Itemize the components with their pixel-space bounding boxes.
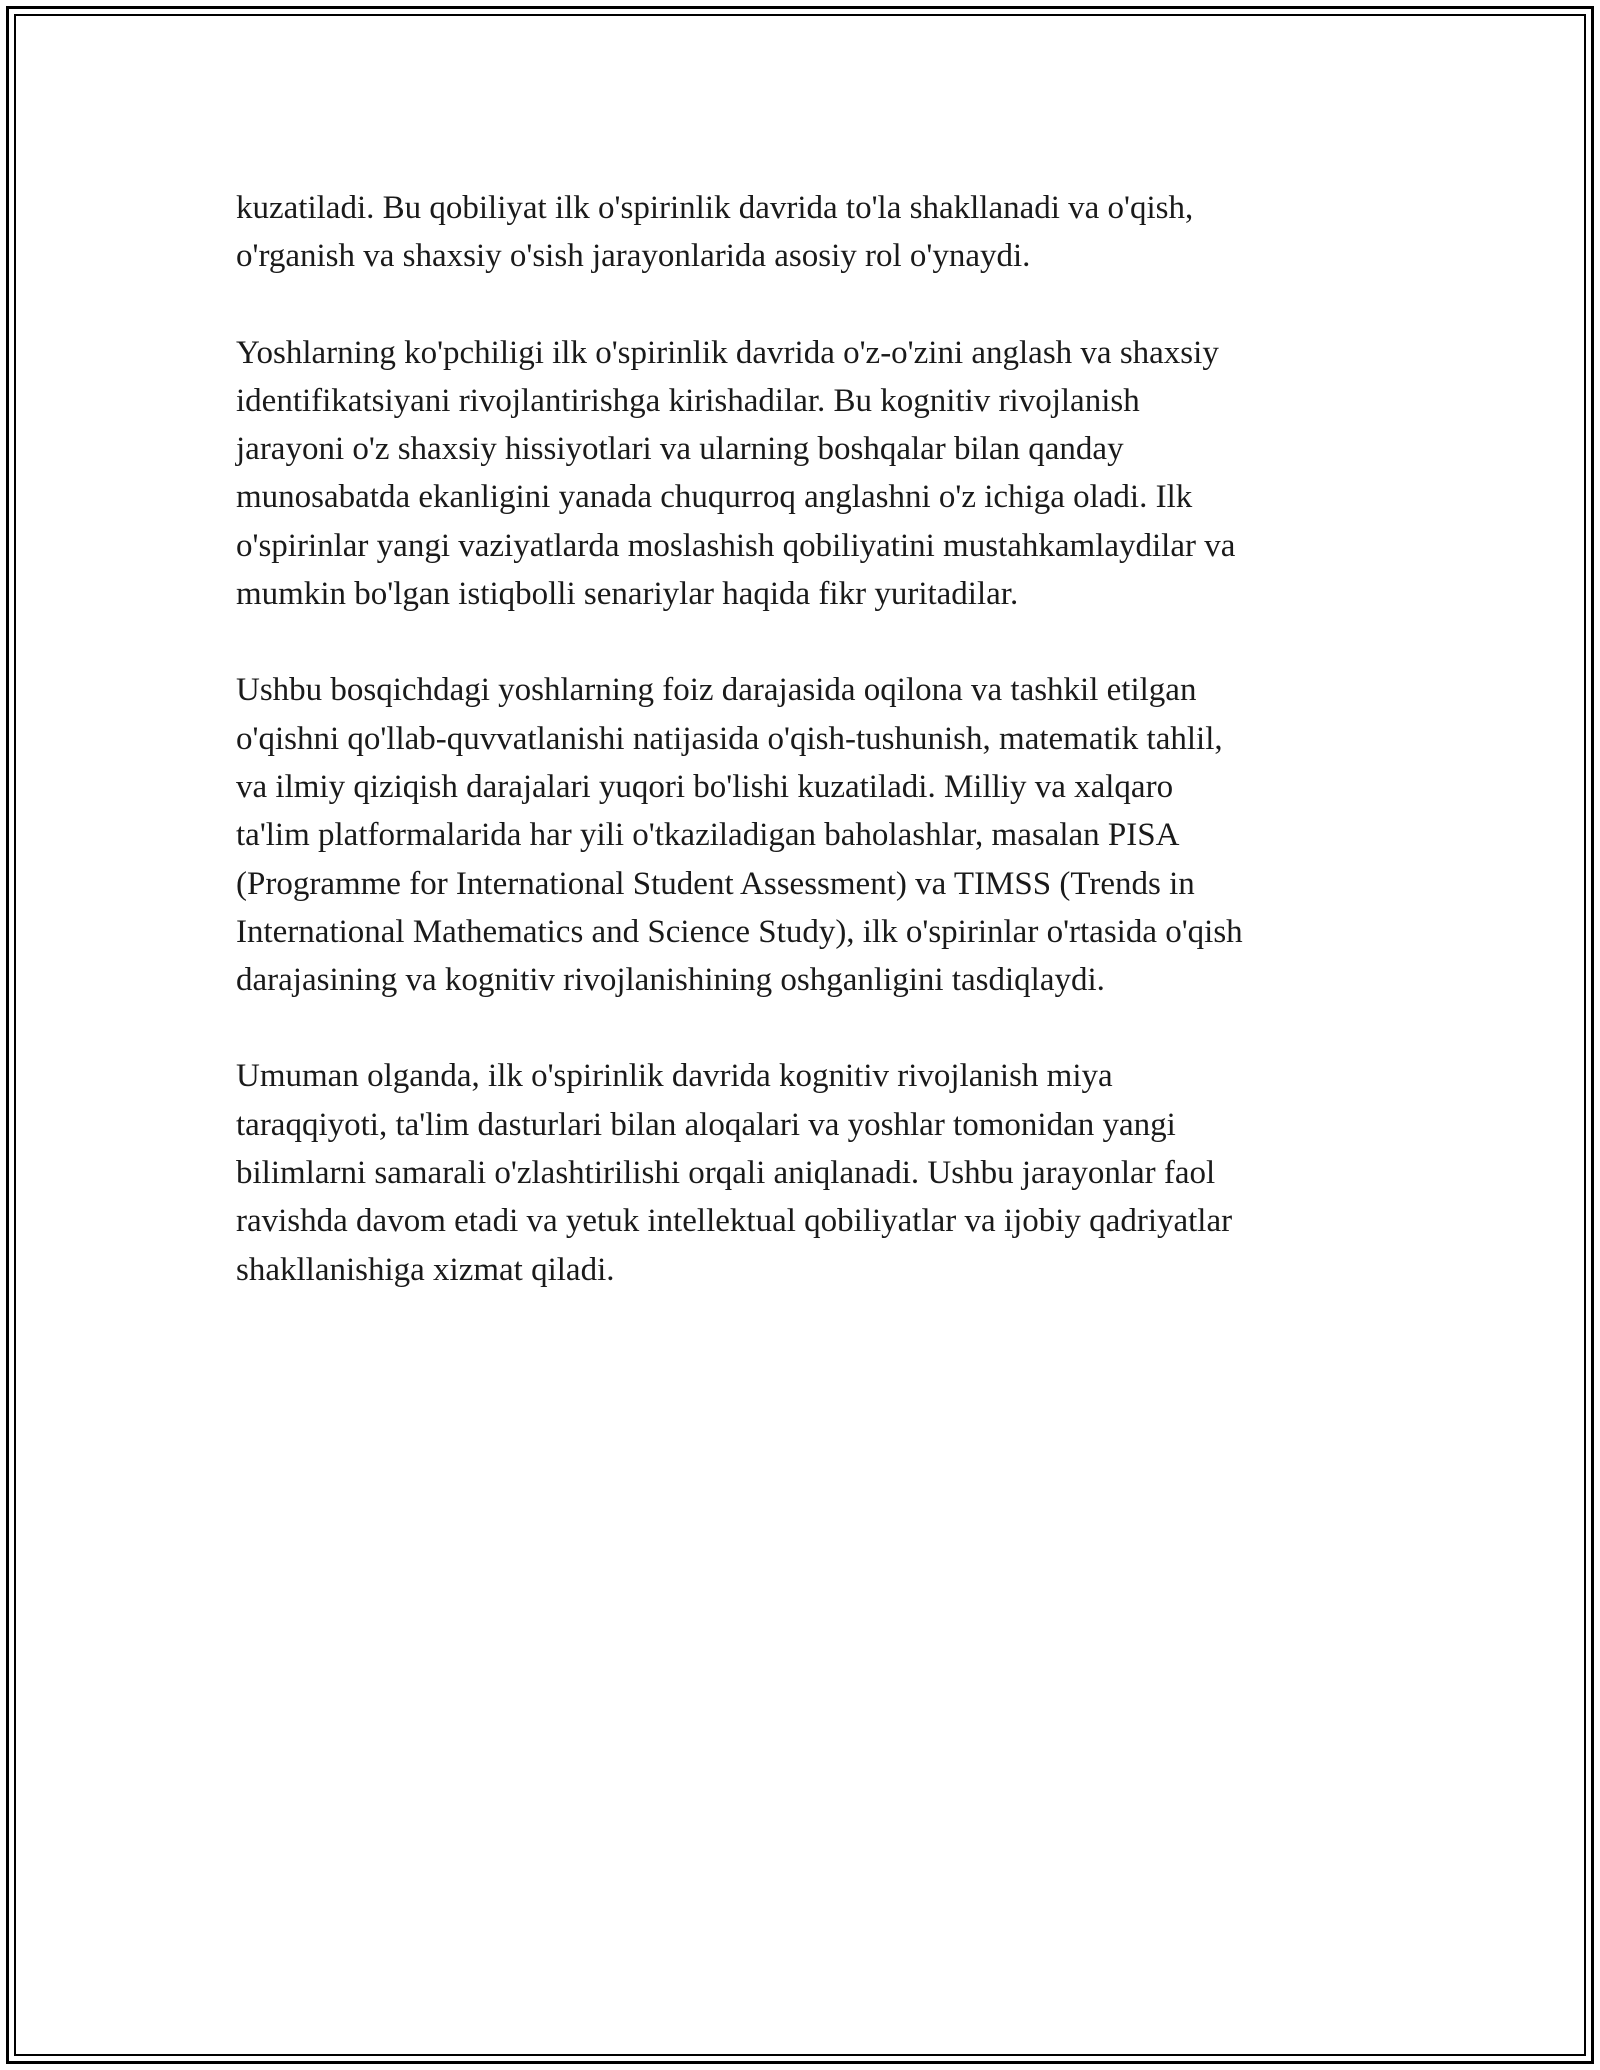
text-line: ta'lim platformalarida har yili o'tkaziladigan baholashlar, masalan PISA <box>236 817 1180 854</box>
text-line: mumkin bo'lgan istiqbolli senariylar haqida fikr yuritadilar. <box>236 576 1019 613</box>
text-line: Ushbu bosqichdagi yoshlarning foiz darajasida oqilona va tashkil etilgan <box>236 672 1197 709</box>
paragraph-4 <box>236 1052 1366 1293</box>
text-line: bilimlarni samarali o'zlashtirilishi orqali aniqlanadi. Ushbu jarayonlar faol <box>236 1155 1216 1192</box>
text-line: taraqqiyoti, ta'lim dasturlari bilan aloqalari va yoshlar tomonidan yangi <box>236 1106 1176 1143</box>
text-line: munosabatda ekanligini yanada chuqurroq anglashni o'z ichiga oladi. Ilk <box>236 479 1193 516</box>
paragraph-3 <box>236 666 1366 1004</box>
text-line: (Programme for International Student Assessment) va TIMSS (Trends in <box>236 865 1195 902</box>
text-line: International Mathematics and Science Study), ilk o'spirinlar o'rtasida o'qish <box>236 913 1243 950</box>
text-line: Yoshlarning ko'pchiligi ilk o'spirinlik davrida o'z-o'zini anglash va shaxsiy <box>236 334 1219 371</box>
paragraph-1 <box>236 184 1366 281</box>
document-body <box>236 184 1366 1294</box>
paragraph-2 <box>236 329 1366 619</box>
text-line: identifikatsiyani rivojlantirishga kirishadilar. Bu kognitiv rivojlanish <box>236 382 1140 419</box>
text-line: va ilmiy qiziqish darajalari yuqori bo'lishi kuzatiladi. Milliy va xalqaro <box>236 768 1174 805</box>
text-line: kuzatiladi. Bu qobiliyat ilk o'spirinlik davrida to'la shakllanadi va o'qish, <box>236 190 1194 226</box>
text-line: darajasining va kognitiv rivojlanishining oshganligini tasdiqlaydi. <box>236 962 1105 999</box>
text-line: jarayoni o'z shaxsiy hissiyotlari va ularning boshqalar bilan qanday <box>236 431 1124 468</box>
text-line: o'qishni qo'llab-quvvatlanishi natijasida o'qish-tushunish, matematik tahlil, <box>236 720 1223 757</box>
text-line: o'spirinlar yangi vaziyatlarda moslashish qobiliyatini mustahkamlaydilar va <box>236 527 1236 564</box>
text-line: o'rganish va shaxsiy o'sish jarayonlarida asosiy rol o'ynaydi. <box>236 238 1031 275</box>
text-line: Umuman olganda, ilk o'spirinlik davrida kognitiv rivojlanish miya <box>236 1058 1113 1095</box>
text-line: shakllanishiga xizmat qiladi. <box>236 1251 615 1288</box>
text-line: ravishda davom etadi va yetuk intellektual qobiliyatlar va ijobiy qadriyatlar <box>236 1203 1233 1240</box>
